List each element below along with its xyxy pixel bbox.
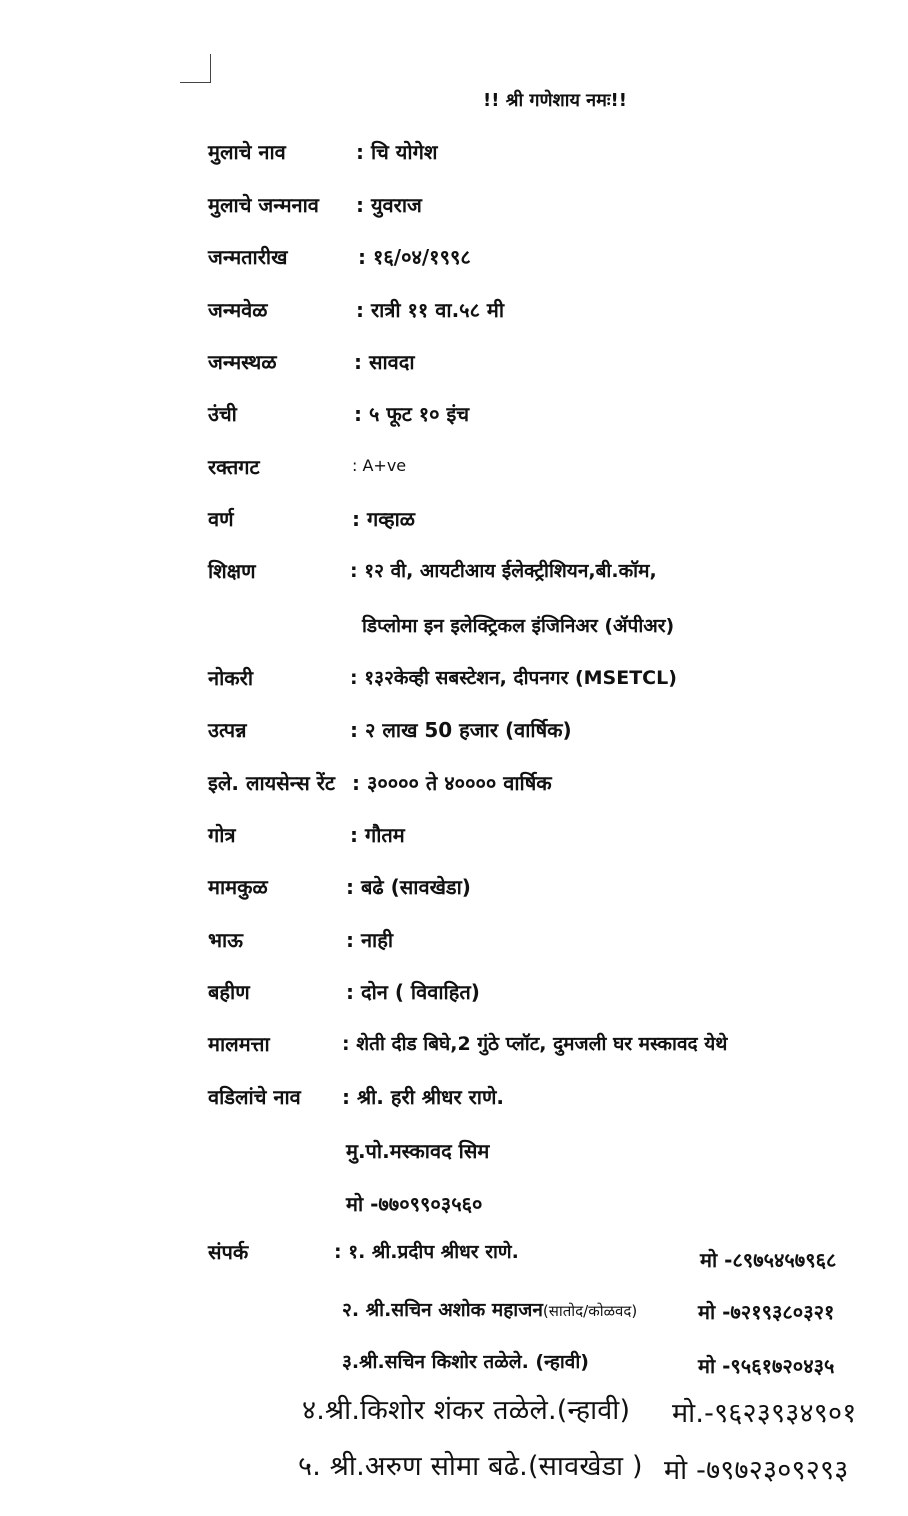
- field-value: : A+ve: [352, 456, 407, 475]
- field-value: : सावदा: [354, 350, 415, 374]
- invocation-header: !! श्री गणेशाय नमः!!: [483, 90, 627, 111]
- field-value: : रात्री ११ वा.५८ मी: [356, 298, 505, 322]
- field-label: नोकरी: [208, 666, 253, 690]
- contact-place: (सातोद/कोळवद): [542, 1302, 638, 1320]
- field-label: जन्मवेळ: [208, 298, 268, 322]
- field-value: : १३२केव्ही सबस्टेशन, दीपनगर (MSETCL): [350, 667, 677, 689]
- field-label: जन्मस्थळ: [208, 350, 277, 374]
- contact-name: : १. श्री.प्रदीप श्रीधर राणे.: [334, 1241, 519, 1263]
- field-value: : नाही: [346, 928, 394, 952]
- field-value: : २ लाख 50 हजार (वार्षिक): [350, 718, 572, 742]
- contact-mobile: मो -९५६१७२०४३५: [698, 1354, 835, 1378]
- contact-name: २. श्री.सचिन अशोक महाजन: [342, 1299, 543, 1321]
- education-continuation: डिप्लोमा इन इलेक्ट्रिकल इंजिनिअर (ॲपीअर): [362, 615, 675, 637]
- contact-mobile: मो -७९७२३०९२९३: [664, 1455, 849, 1486]
- field-label: वडिलांचे नाव: [208, 1085, 301, 1109]
- contact-name-3: ३.श्री.सचिन किशोर तळेले. (न्हावी): [342, 1351, 589, 1373]
- field-value: : १६/०४/१९९८: [358, 245, 471, 269]
- field-value: : १२ वी, आयटीआय ईलेक्ट्रीशियन,बी.कॉम,: [350, 560, 657, 582]
- contact-name-5: ५. श्री.अरुण सोमा बढे.(सावखेडा ): [298, 1451, 643, 1482]
- field-value: : बढे (सावखेडा): [346, 875, 471, 899]
- field-value: : चि योगेश: [356, 140, 438, 164]
- contact-name-4: ४.श्री.किशोर शंकर तळेले.(न्हावी): [302, 1395, 631, 1426]
- field-label: बहीण: [208, 980, 250, 1004]
- father-address: मु.पो.मस्कावद सिम: [346, 1139, 490, 1163]
- field-label: मालमत्ता: [208, 1032, 270, 1056]
- field-label: रक्तगट: [208, 455, 260, 479]
- field-label: इले. लायसेन्स रेंट: [208, 771, 335, 795]
- field-label: वर्ण: [208, 507, 234, 531]
- field-value: : ३०००० ते ४०००० वार्षिक: [352, 771, 552, 795]
- contact-mobile: मो -८९७५४५७९६८: [700, 1248, 837, 1272]
- field-value: : शेती दीड बिघे,2 गुंठे प्लॉट, दुमजली घर मस्कावद येथे: [342, 1033, 728, 1055]
- field-value: : गव्हाळ: [352, 507, 416, 531]
- field-label: मुलाचे नाव: [208, 140, 286, 164]
- field-value: : ५ फूट १० इंच: [354, 402, 470, 426]
- field-label: जन्मतारीख: [208, 245, 288, 269]
- field-label: उंची: [208, 402, 237, 426]
- field-label: भाऊ: [208, 928, 243, 952]
- field-label: उत्पन्न: [208, 718, 247, 742]
- field-label: मामकुळ: [208, 875, 268, 899]
- contact-label: संपर्क: [208, 1240, 249, 1264]
- field-value: : श्री. हरी श्रीधर राणे.: [342, 1085, 505, 1109]
- contact-row-2: [342, 1296, 637, 1322]
- page-corner-mark: [180, 54, 211, 83]
- field-value: : दोन ( विवाहित): [346, 980, 480, 1004]
- field-value: : गौतम: [350, 823, 405, 847]
- field-value: : युवराज: [356, 193, 422, 217]
- contact-mobile: मो.-९६२३९३४९०१: [672, 1398, 857, 1429]
- contact-mobile: मो -७२१९३८०३२१: [698, 1300, 835, 1324]
- field-label: गोत्र: [208, 823, 236, 847]
- field-label: मुलाचे जन्मनाव: [208, 193, 319, 217]
- father-mobile: मो -७७०९९०३५६०: [346, 1192, 483, 1216]
- field-label: शिक्षण: [208, 559, 256, 583]
